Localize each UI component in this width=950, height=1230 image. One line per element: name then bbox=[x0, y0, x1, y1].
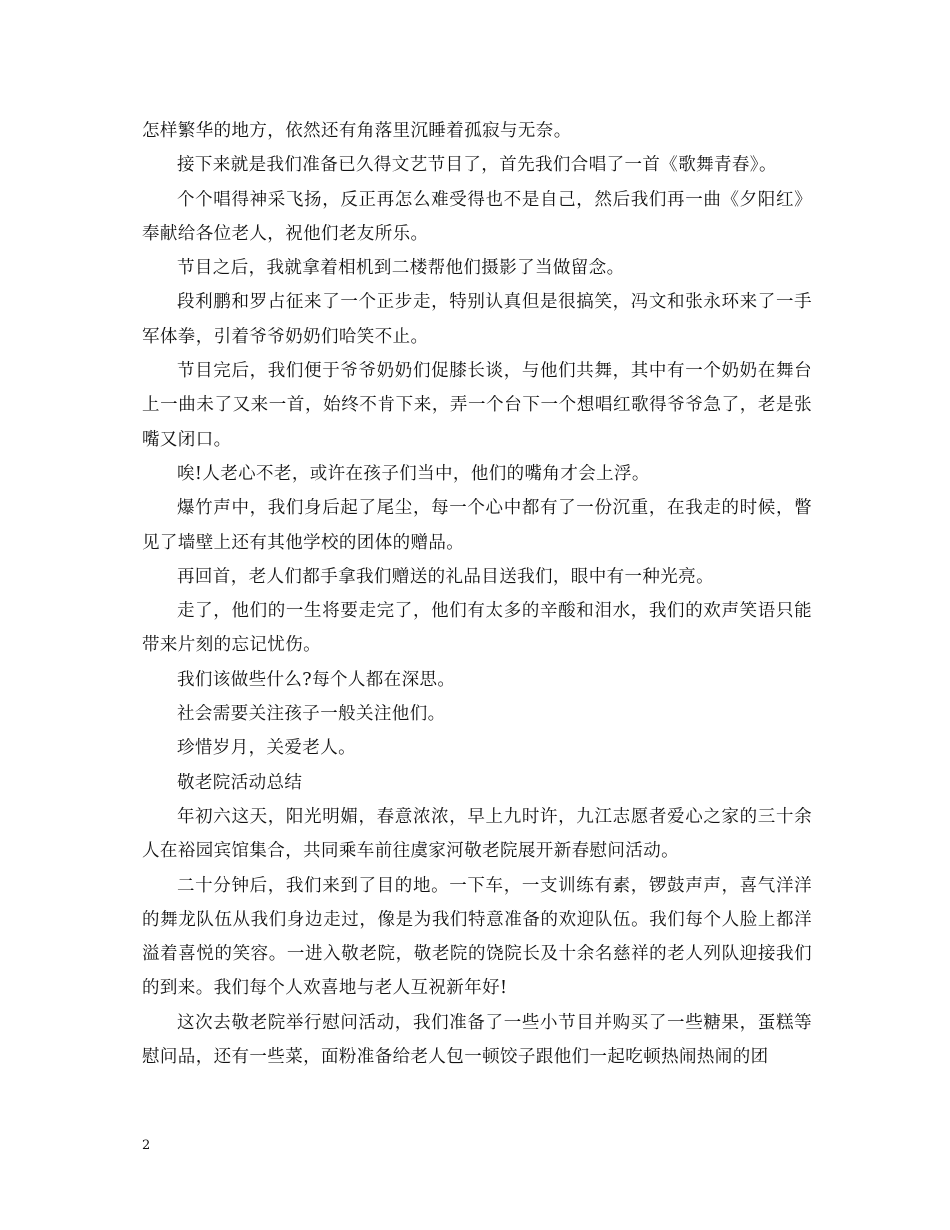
paragraph: 个个唱得神采飞扬，反正再怎么难受得也不是自己，然后我们再一曲《夕阳红》奉献给各位老人，祝他们老友所乐。 bbox=[142, 189, 812, 244]
paragraph: 二十分钟后，我们来到了目的地。一下车，一支训练有素，锣鼓声声，喜气洋洋的舞龙队伍从我们身边走过，像是为我们特意准备的欢迎队伍。我们每个人脸上都洋溢着喜悦的笑容。一进入敬老院，敬老院的饶院长及十余名慈祥的老人列队迎接我们的到来。我们每个人欢喜地与老人互祝新年好! bbox=[142, 875, 812, 999]
paragraph: 珍惜岁月，关爱老人。 bbox=[177, 738, 356, 759]
paragraph: 怎样繁华的地方，依然还有角落里沉睡着孤寂与无奈。 bbox=[142, 121, 572, 141]
paragraph: 接下来就是我们准备已久得文艺节目了，首先我们合唱了一首《歌舞青春》。 bbox=[177, 155, 777, 176]
paragraph: 我们该做些什么?每个人都在深思。 bbox=[177, 669, 456, 690]
paragraph: 年初六这天，阳光明媚，春意浓浓，早上九时许，九江志愿者爱心之家的三十余人在裕园宾馆集合，共同乘车前往虞家河敬老院展开新春慰问活动。 bbox=[142, 806, 812, 862]
paragraph: 节目之后，我就拿着相机到二楼帮他们摄影了当做留念。 bbox=[177, 258, 625, 279]
paragraph: 唉!人老心不老，或许在孩子们当中，他们的嘴角才会上浮。 bbox=[177, 463, 650, 484]
paragraph: 爆竹声中，我们身后起了尾尘，每一个心中都有了一份沉重，在我走的时候，瞥见了墙壁上还有其他学校的团体的赠品。 bbox=[142, 498, 812, 553]
paragraph: 社会需要关注孩子一般关注他们。 bbox=[177, 704, 446, 725]
paragraph: 走了，他们的一生将要走完了，他们有太多的辛酸和泪水，我们的欢声笑语只能带来片刻的忘记忧伤。 bbox=[142, 601, 812, 656]
body-text bbox=[142, 114, 812, 1074]
paragraph: 再回首，老人们都手拿我们赠送的礼品目送我们，眼中有一种光亮。 bbox=[177, 566, 714, 587]
paragraph: 节目完后，我们便于爷爷奶奶们促膝长谈，与他们共舞，其中有一个奶奶在舞台上一曲未了又来一首，始终不肯下来，弄一个台下一个想唱红歌得爷爷急了，老是张嘴又闭口。 bbox=[142, 361, 812, 450]
section-heading: 敬老院活动总结 bbox=[177, 772, 303, 793]
paragraph: 这次去敬老院举行慰问活动，我们准备了一些小节目并购买了一些糖果，蛋糕等慰问品，还有一些菜，面粉准备给老人包一顿饺子跟他们一起吃顿热闹热闹的团 bbox=[142, 1012, 812, 1068]
page-number: 2 bbox=[142, 1138, 151, 1153]
paragraph: 段利鹏和罗占征来了一个正步走，特别认真但是很搞笑，冯文和张永环来了一手军体拳，引着爷爷奶奶们哈笑不止。 bbox=[142, 292, 812, 347]
